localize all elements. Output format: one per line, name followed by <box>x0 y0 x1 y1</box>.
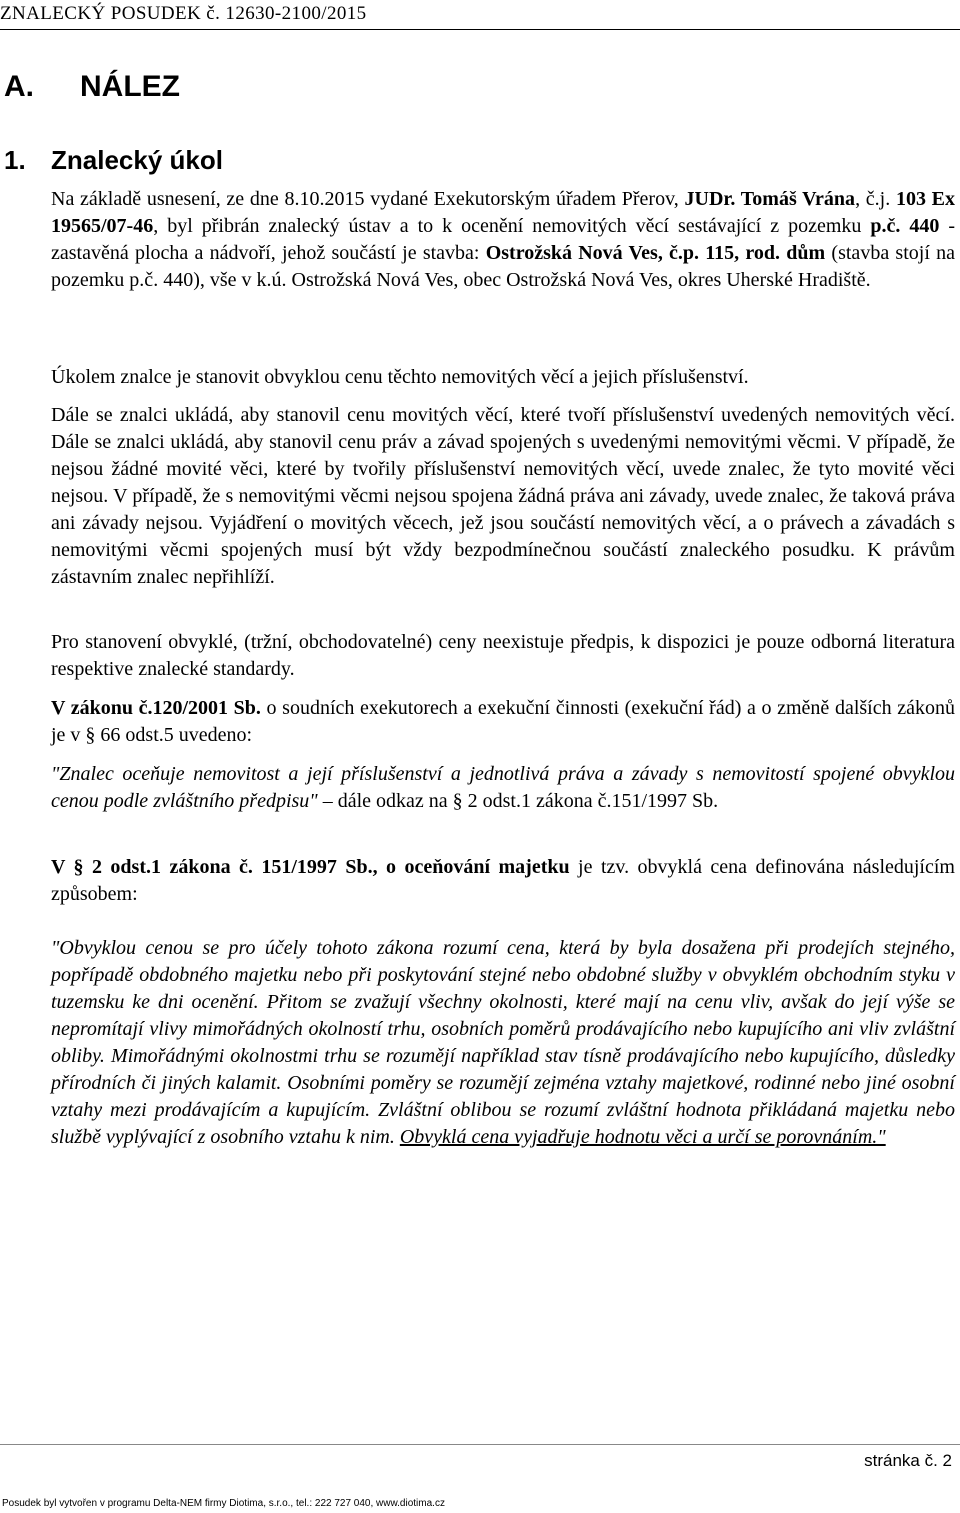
section-heading <box>4 70 180 104</box>
text-run: , č.j. <box>855 188 896 210</box>
paragraph-task-basis <box>51 186 955 294</box>
text-run: – dále odkaz na § 2 odst.1 zákona č.151/1997 Sb. <box>317 790 719 812</box>
law-citation: V § 2 odst.1 zákona č. 151/1997 Sb., o oceňování majetku <box>51 856 570 878</box>
header-divider <box>0 29 960 30</box>
law-citation: V zákonu č.120/2001 Sb. <box>51 697 261 719</box>
text-run: - zastavěná plocha a nádvoří, jehož součástí je stavba: <box>51 215 955 264</box>
case-number: 103 Ex 19565/07-46 <box>51 188 955 237</box>
executor-name: JUDr. Tomáš Vrána <box>684 188 856 210</box>
text-run: Pro stanovení obvyklé, (tržní, obchodovatelné) ceny neexistuje předpis, k dispozici je pouze odborná literatura respektive znalecké standardy. <box>51 631 955 680</box>
document-header: ZNALECKÝ POSUDEK č. 12630-2100/2015 <box>0 3 367 24</box>
text-run: Úkolem znalce je stanovit obvyklou cenu těchto nemovitých věcí a jejich příslušenství. <box>51 366 749 388</box>
parcel-number: p.č. 440 <box>870 215 940 237</box>
text-run: Na základě usnesení, ze dne 8.10.2015 vydané Exekutorským úřadem Přerov, <box>51 188 685 210</box>
section-number: A. <box>4 70 34 103</box>
quoted-text: "Obvyklou cenou se pro účely tohoto zákona rozumí cena, která by byla dosažena při prodejích stejného, popřípadě obdobného majetku nebo při poskytování stejné nebo obdobné služby v obvyklém obchodním styku v tuzemsku ke dni ocenění. Přitom se zvažují všechny okolnosti, které mají na cenu vliv, avšak do její výše se nepromítají vlivy mimořádných okolností trhu, osobních poměrů prodávajícího nebo kupujícího ani vliv zvláštní obliby. Mimořádnými okolnostmi trhu se rozumějí například stav tísně prodávajícího nebo kupujícího, důsledky přírodních či jiných kalamit. Osobními poměry se rozumějí zejména vztahy majetkové, rodinné nebo jiné osobní vztahy mezi prodávajícím a kupujícím. Zvláštní oblibou se rozumí zvláštní hodnota přikládaná majetku nebo službě vyplývající z osobního vztahu k nim. <box>51 937 955 1148</box>
paragraph-task-details <box>51 402 955 591</box>
footer-note: Posudek byl vytvořen v programu Delta-NEM firmy Diotima, s.r.o., tel.: 222 727 040, www.diotima.cz <box>2 1498 445 1509</box>
section-title: NÁLEZ <box>80 70 180 103</box>
paragraph-definition-intro <box>51 854 955 908</box>
subsection-title: Znalecký úkol <box>51 145 223 175</box>
text-run: , byl přibrán znalecký ústav a to k ocenění nemovitých věcí sestávající z pozemku <box>153 215 871 237</box>
paragraph-law-reference <box>51 695 955 749</box>
text-run: je tzv. obvyklá cena definována následujícím způsobem: <box>51 856 955 905</box>
text-run: (stavba stojí na pozemku p.č. 440), vše v k.ú. Ostrožská Nová Ves, obec Ostrožská Nová Ves, okres Uherské Hradiště. <box>51 242 955 291</box>
underlined-text: Obvyklá cena vyjadřuje hodnotu věci a určí se porovnáním." <box>399 1126 886 1148</box>
paragraph-definition-quote <box>51 935 955 1151</box>
building-name: Ostrožská Nová Ves, č.p. 115, rod. dům <box>485 242 826 264</box>
quoted-text: "Znalec oceňuje nemovitost a její příslušenství a jednotlivá práva a závady s nemovitostí spojené obvyklou cenou podle zvláštního předpisu" <box>51 763 955 812</box>
text-run: Dále se znalci ukládá, aby stanovil cenu movitých věcí, které tvoří příslušenství uvedených nemovitých věcí. Dále se znalci ukládá, aby stanovil cenu práv a závad spojených s uvedenými nemovitými věcmi. V případě, že nejsou žádné movité věci, které by tvořily příslušenství nemovitých věcí, uvede znalec, že tyto movité věci nejsou. V případě, že s nemovitými věcmi nejsou spojena žádná práva ani závady, uvede znalec, že taková práva ani závady nejsou. Vyjádření o movitých věcech, jež jsou součástí nemovitých věcí, a o právech a závadách s nemovitými věcmi spojených musí být vždy bezpodmínečnou součástí znaleckého posudku. K právům zástavním znalec nepřihlíží. <box>51 404 955 588</box>
paragraph-price-basis <box>51 629 955 683</box>
footer-divider <box>0 1444 960 1445</box>
subsection-heading <box>4 145 223 176</box>
paragraph-task-goal <box>51 364 955 391</box>
page-number: stránka č. 2 <box>864 1451 952 1470</box>
paragraph-law-quote <box>51 761 955 815</box>
text-run: o soudních exekutorech a exekuční činnosti (exekuční řád) a o změně dalších zákonů je v § 66 odst.5 uvedeno: <box>51 697 955 746</box>
subsection-number: 1. <box>4 145 26 175</box>
